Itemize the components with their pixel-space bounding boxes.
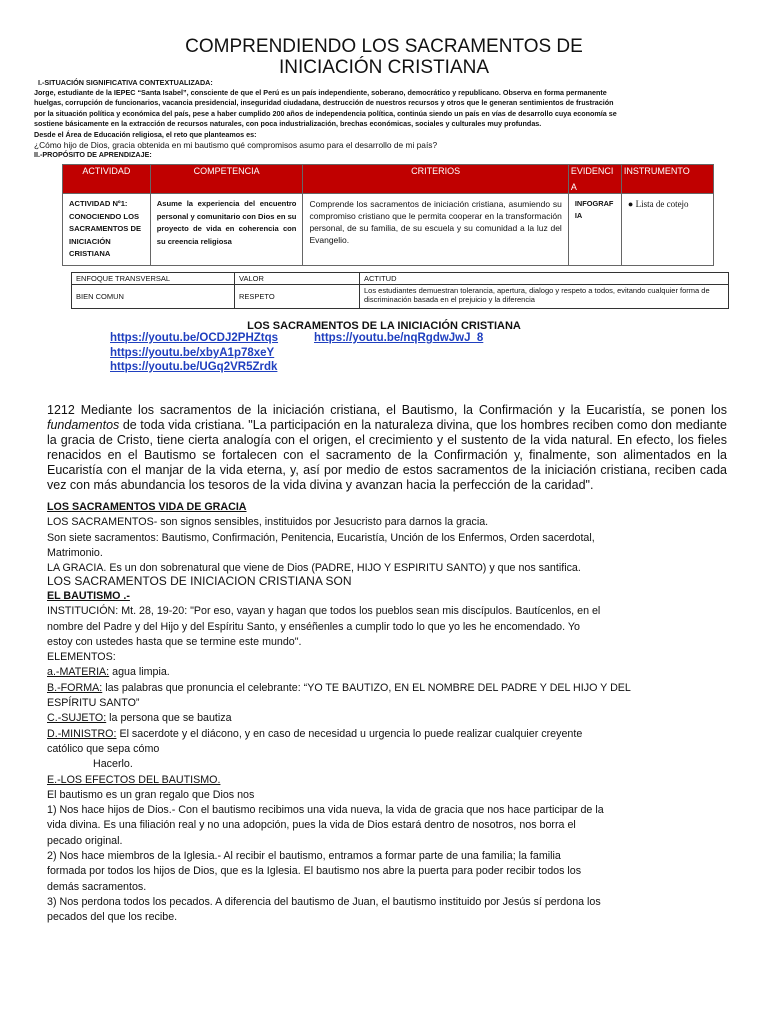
forma-line: ESPÍRITU SANTO”	[47, 697, 140, 710]
youtube-link[interactable]: https://youtu.be/OCDJ2PHZtqs	[110, 332, 279, 344]
page-title	[0, 36, 768, 78]
situacion-line: sostiene básicamente en la extracción de recursos naturales, con poca industrialización, brechas económicas, sociales y culturales muy profundas.	[34, 119, 542, 129]
bautismo-heading: EL BAUTISMO .-	[47, 590, 130, 602]
competencias-row	[63, 194, 714, 266]
enfoque-header-row	[72, 273, 729, 285]
gracia-heading: LOS SACRAMENTOS VIDA DE GRACIA	[47, 501, 247, 513]
header-competencia: COMPETENCIA	[150, 165, 303, 194]
efecto-2-line: demás sacramentos.	[47, 880, 147, 893]
efecto-2-line: 2) Nos hace miembros de la Iglesia.- Al recibir el bautismo, entramos a formar parte de una familia; la familia	[47, 850, 561, 863]
situacion-line: huelgas, corrupción de funcionarios, vacancia presidencial, inseguridad ciudadana, destrucción de nuestros recursos y otros que le generan sentimientos de frustración	[34, 98, 614, 108]
youtube-link[interactable]: https://youtu.be/nqRgdwJwJ_8	[314, 332, 484, 344]
efecto-3-line: pecados del que los recibe.	[47, 911, 178, 924]
elementos-heading: ELEMENTOS:	[47, 651, 116, 664]
efecto-2-line: formada por todos los hijos de Dios, que es la Iglesia. El bautismo nos abre la puerta para poder recibir todos los	[47, 865, 582, 878]
efectos-heading: E.-LOS EFECTOS DEL BAUTISMO.	[47, 773, 221, 786]
header-valor: VALOR	[235, 273, 360, 285]
cell-evidencia: INFOGRAFIA	[568, 194, 621, 266]
youtube-link[interactable]: https://youtu.be/UGq2VR5Zrdk	[110, 361, 278, 373]
situacion-line: por la situación política y económica del país, pese a haber cumplido 200 años de independencia política, continúa siendo un país en vías de desarrollo cuya economía se	[34, 108, 617, 118]
header-evidencia: EVIDENCI A	[568, 165, 621, 194]
efecto-1-line: pecado original.	[47, 834, 123, 847]
header-enfoque: ENFOQUE TRANSVERSAL	[72, 273, 235, 285]
title-line-2: INICIACIÓN CRISTIANA	[278, 57, 490, 78]
enfoque-table	[71, 272, 729, 309]
gracia-line: Matrimonio.	[47, 546, 103, 559]
situacion-line: Jorge, estudiante de la IEPEC “Santa Isabel”, consciente de que el Perú es un país independiente, soberano, democrático y republicano. Observa en forma permanente	[34, 88, 607, 97]
catecismo-paragraph: 1212 Mediante los sacramentos de la iniciación cristiana, el Bautismo, la Confirmación y la Eucaristía, se ponen los fundamentos de toda vida cristiana. "La participación en la naturaleza divina, que los hombres reciben como don mediante la gracia de Cristo, tiene cierta analogía con el origen, el crecimiento y el sustento de la vida natural. En efecto, los fieles renacidos en el Bautismo se fortalecen con el sacramento de la Confirmación y, finalmente, son alimentados en la Eucaristía con el manjar de la vida eterna, y, así por medio de estos sacramentos de la iniciación cristiana, reciben cada vez con más abundancia los tesoros de la vida divina y avanzan hacia la perfección de la caridad".	[47, 403, 727, 492]
institucion-line: INSTITUCIÓN: Mt. 28, 19-20: "Por eso, vayan y hagan que todos los pueblos sean mis discípulos. Bautícenlos, en el	[47, 605, 601, 618]
ministro-line: católico que sepa cómo	[47, 742, 160, 755]
situacion-paragraph	[34, 88, 738, 161]
cell-valor: RESPETO	[235, 285, 360, 309]
cell-criterio: Comprende los sacramentos de iniciación cristiana, asumiendo su compromiso cristiano que le permita cooperar en la transformación personal, de su familia, de su escuela y su comunidad a la luz del Evangelio.	[303, 194, 568, 266]
institucion-line: nombre del Padre y del Hijo y del Espíritu Santo, y enséñenles a cumplir todo lo que yo les he encomendado. Yo	[47, 620, 580, 633]
situacion-line: ¿Cómo hijo de Dios, gracia obtenida en mi bautismo qué compromisos asumo para el desarrollo de mi país?	[34, 140, 438, 151]
gracia-section	[47, 500, 727, 576]
header-instrumento: INSTRUMENTO	[621, 165, 713, 194]
header-criterios: CRITERIOS	[303, 165, 568, 194]
forma-line: B.-FORMA: las palabras que pronuncia el celebrante: “YO TE BAUTIZO, EN EL NOMBRE DEL PADRE Y DEL HIJO Y DEL	[47, 681, 631, 694]
competencias-header-row	[63, 165, 714, 194]
ministro-line: D.-MINISTRO: El sacerdote y el diácono, y en caso de necesidad u urgencia lo puede realizar cualquier creyente	[47, 727, 583, 740]
gracia-line: LOS SACRAMENTOS- son signos sensibles, instituidos por Jesucristo para darnos la gracia.	[47, 516, 489, 529]
cell-enfoque: BIEN COMUN	[72, 285, 235, 309]
cell-actividad: ACTIVIDAD Nº1: CONOCIENDO LOS SACRAMENTOS DE INICIACIÓN CRISTIANA	[63, 194, 151, 266]
efecto-1-line: 1) Nos hace hijos de Dios.- Con el bautismo recibimos una vida nueva, la vida de gracia que nos hace participar de la	[47, 804, 604, 817]
header-actitud: ACTITUD	[360, 273, 729, 285]
cell-actitud: Los estudiantes demuestran tolerancia, apertura, dialogo y respeto a todos, evitando cualquier forma de discriminación basada en el prejuicio y la diferencia	[360, 285, 729, 309]
competencias-table	[62, 164, 714, 266]
sacramentos-title: LOS SACRAMENTOS DE LA INICIACIÓN CRISTIANA	[247, 320, 521, 332]
cell-instrumento: ● Lista de cotejo	[621, 194, 713, 266]
efectos-line: El bautismo es un gran regalo que Dios nos	[47, 788, 255, 801]
iniciacion-son: LOS SACRAMENTOS DE INICIACION CRISTIANA SON	[47, 574, 352, 588]
bautismo-section	[47, 589, 727, 926]
enfoque-row	[72, 285, 729, 309]
cell-competencia: Asume la experiencia del encuentro personal y comunitario con Dios en su proyecto de vida en coherencia con su creencia religiosa	[150, 194, 303, 266]
title-line-1: COMPRENDIENDO LOS SACRAMENTOS DE	[185, 36, 583, 57]
situacion-heading: I.-SITUACIÓN SIGNIFICATIVA CONTEXTUALIZADA:	[38, 78, 213, 87]
youtube-link[interactable]: https://youtu.be/xbyA1p78xeY	[110, 347, 275, 359]
materia-line: a.-MATERIA: agua limpia.	[47, 666, 170, 679]
ministro-line: Hacerlo.	[93, 758, 133, 771]
institucion-line: estoy con ustedes hasta que se termine este mundo".	[47, 635, 302, 648]
proposito-heading: II.-PROPÓSITO DE APRENDIZAJE:	[34, 150, 152, 160]
efecto-1-line: vida divina. Es una filiación real y no una adopción, pues la vida de Dios estará dentro de nosotros, nos borra el	[47, 819, 576, 832]
situacion-line: Desde el Área de Educación religiosa, el reto que planteamos es:	[34, 129, 257, 139]
gracia-line: Son siete sacramentos: Bautismo, Confirmación, Penitencia, Eucaristía, Unción de los Enfermos, Orden sacerdotal,	[47, 531, 595, 544]
gracia-line: LA GRACIA. Es un don sobrenatural que viene de Dios (PADRE, HIJO Y ESPIRITU SANTO) y que nos santifica.	[47, 562, 581, 575]
sujeto-line: C.-SUJETO: la persona que se bautiza	[47, 712, 232, 725]
efecto-3-line: 3) Nos perdona todos los pecados. A diferencia del bautismo de Juan, el bautismo instituido por Jesús sí perdona los	[47, 895, 601, 908]
header-actividad: ACTIVIDAD	[63, 165, 151, 194]
